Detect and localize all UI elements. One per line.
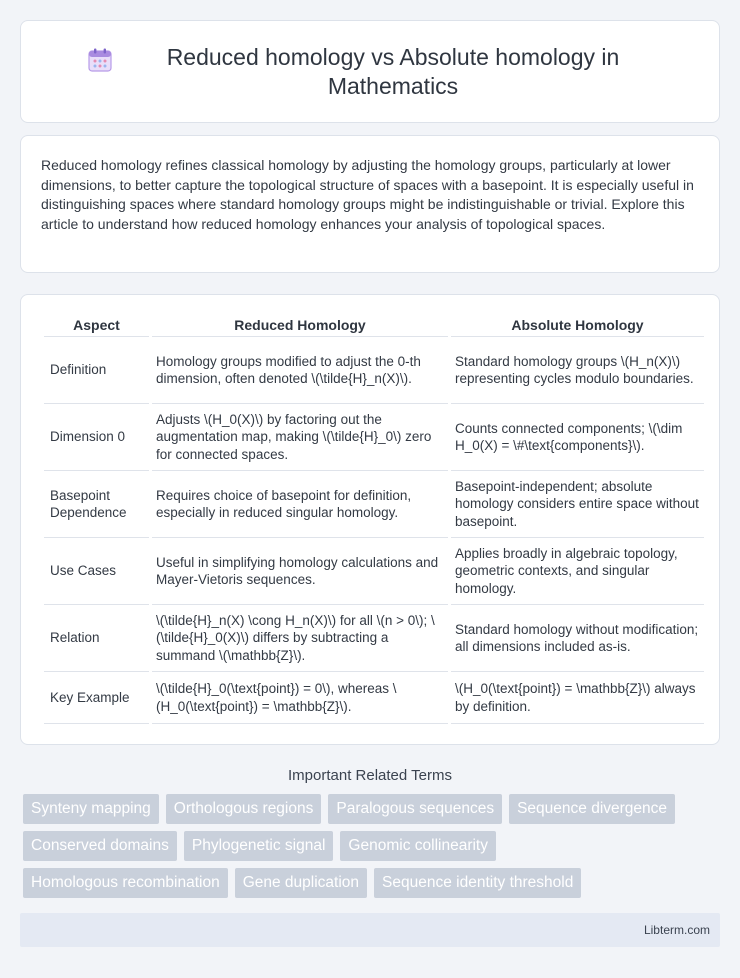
related-term-tag[interactable]: Sequence identity threshold — [374, 868, 581, 898]
related-term-tag[interactable]: Gene duplication — [235, 868, 367, 898]
related-term-tag[interactable]: Sequence divergence — [509, 794, 675, 824]
footer-site-link[interactable]: Libterm.com — [643, 923, 710, 937]
related-term-tag[interactable]: Orthologous regions — [166, 794, 322, 824]
comparison-table-card — [20, 294, 720, 745]
reduced-cell: \(\tilde{H}_n(X) \cong H_n(X)\) for all \(n > 0\); \(\tilde{H}_0(X)\) differs by subtracting a summand \(\mathbb{Z}\). — [152, 605, 448, 672]
table-row — [44, 404, 704, 471]
absolute-cell: Basepoint-independent; absolute homology considers entire space without basepoint. — [451, 471, 704, 538]
absolute-cell: Standard homology without modification; all dimensions included as-is. — [451, 605, 704, 672]
aspect-cell: Use Cases — [44, 538, 149, 605]
table-row — [44, 538, 704, 605]
aspect-cell: Key Example — [44, 672, 149, 724]
table-row — [44, 605, 704, 672]
header-card — [20, 20, 720, 123]
aspect-cell: Basepoint Dependence — [44, 471, 149, 538]
absolute-cell: Applies broadly in algebraic topology, geometric contexts, and singular homology. — [451, 538, 704, 605]
absolute-cell: Counts connected components; \(\dim H_0(X) = \#\text{components}\). — [451, 404, 704, 471]
intro-card — [20, 135, 720, 273]
reduced-cell: Useful in simplifying homology calculations and Mayer-Vietoris sequences. — [152, 538, 448, 605]
table-row — [44, 672, 704, 724]
related-term-tag[interactable]: Phylogenetic signal — [184, 831, 334, 861]
reduced-cell: \(\tilde{H}_0(\text{point}) = 0\), whereas \(H_0(\text{point}) = \mathbb{Z}\). — [152, 672, 448, 724]
table-row — [44, 471, 704, 538]
comparison-table — [41, 315, 707, 724]
column-header-absolute: Absolute Homology — [451, 315, 704, 337]
related-term-tag[interactable]: Homologous recombination — [23, 868, 228, 898]
related-term-tag[interactable]: Genomic collinearity — [340, 831, 496, 861]
related-terms-tags — [20, 794, 700, 898]
reduced-cell: Homology groups modified to adjust the 0-th dimension, often denoted \(\tilde{H}_n(X)\). — [152, 337, 448, 404]
footer — [20, 913, 720, 947]
column-header-reduced: Reduced Homology — [152, 315, 448, 337]
absolute-cell: \(H_0(\text{point}) = \mathbb{Z}\) always by definition. — [451, 672, 704, 724]
page-title: Reduced homology vs Absolute homology in Mathematics — [166, 43, 620, 99]
calendar-icon — [87, 47, 113, 73]
related-terms-section — [20, 767, 720, 898]
related-term-tag[interactable]: Conserved domains — [23, 831, 177, 861]
related-term-tag[interactable]: Synteny mapping — [23, 794, 159, 824]
header-inner — [87, 43, 653, 101]
table-row — [44, 337, 704, 404]
related-term-tag[interactable]: Paralogous sequences — [328, 794, 502, 824]
table-header-row — [44, 315, 704, 337]
absolute-cell: Standard homology groups \(H_n(X)\) representing cycles modulo boundaries. — [451, 337, 704, 404]
reduced-cell: Adjusts \(H_0(X)\) by factoring out the augmentation map, making \(\tilde{H}_0\) zero for connected spaces. — [152, 404, 448, 471]
aspect-cell: Relation — [44, 605, 149, 672]
intro-text: Reduced homology refines classical homology by adjusting the homology groups, particularly at lower dimensions, to better capture the topological structure of spaces with a basepoint. It is especially useful in distinguishing spaces where standard homology groups might be indistinguishable or trivial. Explore this article to understand how reduced homology enhances your analysis of topological spaces. — [41, 157, 694, 232]
aspect-cell: Definition — [44, 337, 149, 404]
related-terms-title: Important Related Terms — [288, 767, 452, 784]
aspect-cell: Dimension 0 — [44, 404, 149, 471]
reduced-cell: Requires choice of basepoint for definition, especially in reduced singular homology. — [152, 471, 448, 538]
column-header-aspect: Aspect — [44, 315, 149, 337]
